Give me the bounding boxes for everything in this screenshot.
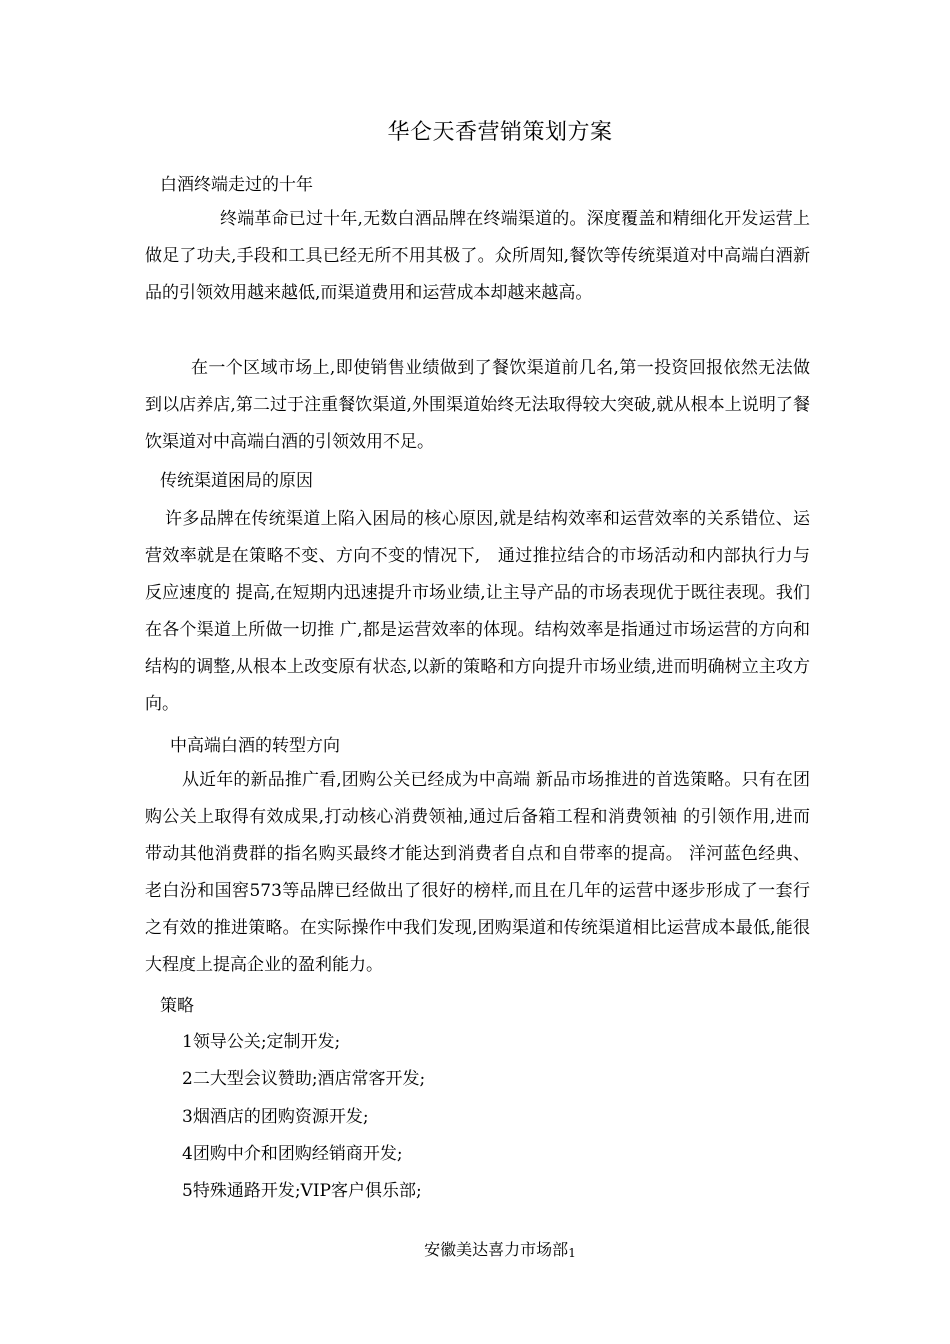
strategy-list-item: 1领导公关;定制开发; bbox=[182, 1032, 341, 1052]
footer-department: 安徽美达喜力市场部 bbox=[424, 1240, 569, 1259]
section-heading: 中高端白酒的转型方向 bbox=[170, 736, 340, 756]
section-heading: 白酒终端走过的十年 bbox=[160, 175, 313, 195]
section-paragraph: 终端革命已过十年,无数白酒品牌在终端渠道的。深度覆盖和精细化开发运营上做足了功夫,手段和工具已经无所不用其极了。众所周知,餐饮等传统渠道对中高端白酒新品的引领效用越来越低,而渠道费用和运营成本却越来越高。 bbox=[145, 209, 810, 303]
section-paragraph: 从近年的新品推广看,团购公关已经成为中高端 新品市场推进的首选策略。只有在团购公关上取得有效成果,打动核心消费领袖,通过后备箱工程和消费领袖 的引领作用,进而带动其他消费群的指名购买最终才能达到消费者自点和自带率的提高。 洋河蓝色经典、老白汾和国窖573等品牌已经做出了很好的榜样,而且在几年的运营中逐步形成了一套行之有效的推进策略。在实际操作中我们发现,团购渠道和传统渠道相比运营成本最低,能很大程度上提高企业的盈利能力。 bbox=[145, 770, 810, 975]
page-footer bbox=[0, 1238, 950, 1265]
section-heading: 传统渠道困局的原因 bbox=[160, 471, 313, 491]
strategy-list-item: 3烟酒店的团购资源开发; bbox=[182, 1107, 369, 1127]
strategy-list-item: 2二大型会议赞助;酒店常客开发; bbox=[182, 1069, 426, 1089]
section-heading: 策略 bbox=[160, 996, 194, 1016]
page-number: 1 bbox=[568, 1246, 576, 1260]
section-paragraph: 在一个区域市场上,即使销售业绩做到了餐饮渠道前几名,第一投资回报依然无法做到以店养店,第二过于注重餐饮渠道,外围渠道始终无法取得较大突破,就从根本上说明了餐饮渠道对中高端白酒的引领效用不足。 bbox=[145, 358, 810, 452]
strategy-list-item: 4团购中介和团购经销商开发; bbox=[182, 1144, 403, 1164]
document-title: 华仑天香营销策划方案 bbox=[387, 120, 613, 145]
strategy-list-item: 5特殊通路开发;VIP客户俱乐部; bbox=[182, 1181, 422, 1201]
section-paragraph: 许多品牌在传统渠道上陷入困局的核心原因,就是结构效率和运营效率的关系错位、运营效率就是在策略不变、方向不变的情况下, 通过推拉结合的市场活动和内部执行力与反应速度的 提高,在短期内迅速提升市场业绩,让主导产品的市场表现优于既往表现。我们在各个渠道上所做一切推 广,都是运营效率的体现。结构效率是指通过市场运营的方向和结构的调整,从根本上改变原有状态,以新的策略和方向提升市场业绩,进而明确树立主攻方向。 bbox=[145, 509, 810, 714]
